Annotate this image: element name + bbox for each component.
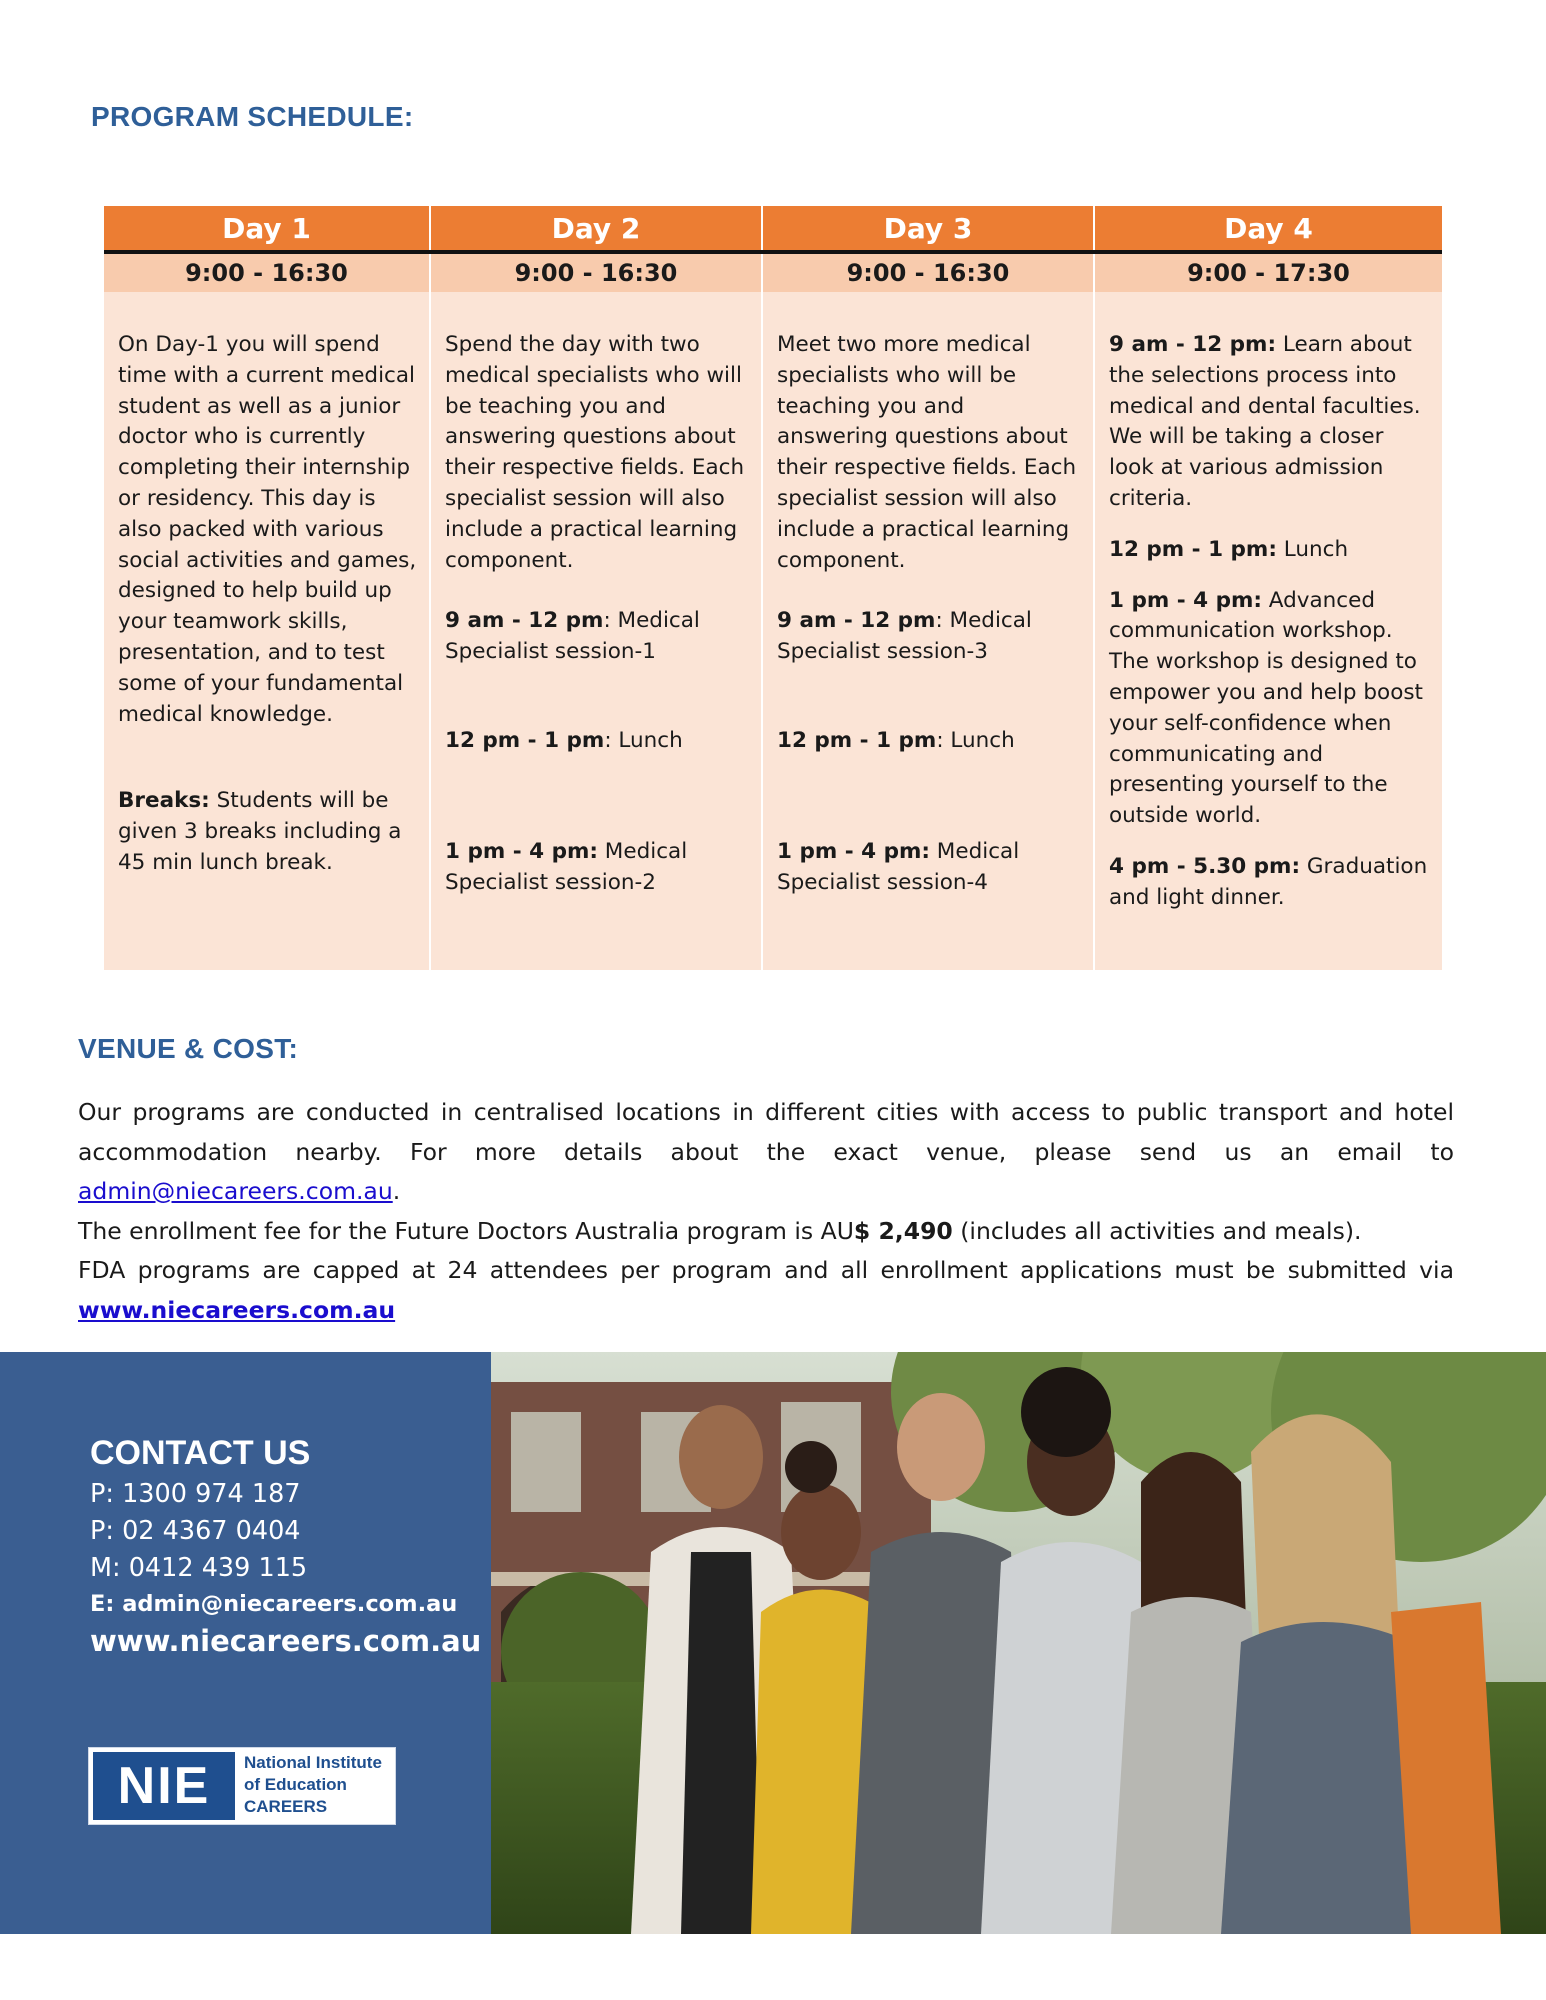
schedule-body-row [104, 292, 1442, 970]
venue-cost-heading: VENUE & COST: [78, 1033, 299, 1064]
schedule-table [104, 206, 1442, 970]
day-3-intro: Meet two more medical specialists who will be teaching you and answering questions about their respective fields. Each specialist session will also include a practical learning component. [777, 332, 1077, 573]
day-2-header: Day 2 [430, 206, 762, 252]
venue-text-part: Our programs are conducted in centralised locations in different cities with access to public transport and hotel accommodation nearby. For more details about the exact venue, please send us an email to [78, 1098, 1454, 1166]
day-3-header: Day 3 [762, 206, 1094, 252]
session-text: : Medical Specialist session-3 [777, 608, 1032, 665]
session-text: Learn about the selections process into medical and dental faculties. We will be taking a closer look at various admission criteria. [1109, 332, 1421, 511]
day-2-intro: Spend the day with two medical specialists who will be teaching you and answering questions about their respective fields. Each specialist session will also include a practical learning component. [445, 332, 745, 573]
venue-text-part: . [392, 1177, 401, 1205]
contact-email: E: admin@niecareers.com.au [90, 1591, 458, 1617]
venue-paragraph-3 [78, 1251, 1454, 1330]
logo-line: CAREERS [244, 1797, 328, 1816]
day-1-breaks [118, 786, 417, 878]
venue-paragraph-1 [78, 1093, 1454, 1212]
day-2-lunch [445, 726, 749, 757]
venue-paragraph-2 [78, 1212, 1454, 1252]
session-time: 1 pm - 4 pm: [445, 838, 598, 864]
phone-1: P: 1300 974 187 [90, 1479, 301, 1509]
venue-text-part: The enrollment fee for the Future Doctors Australia program is AU [78, 1216, 854, 1245]
day-header-row [104, 206, 1442, 252]
day-1-time: 9:00 - 16:30 [104, 252, 430, 292]
enrollment-fee: $ 2,490 [853, 1216, 953, 1245]
logo-line: of Education [244, 1775, 347, 1794]
session-text: Medical Specialist session-2 [445, 838, 688, 895]
contact-panel [0, 1352, 491, 1934]
contact-title: CONTACT US [90, 1434, 311, 1472]
day-1-details [104, 292, 430, 970]
lunch-time: 12 pm - 1 pm [777, 727, 937, 753]
lunch-text: : Lunch [604, 727, 683, 753]
day-1-intro: On Day-1 you will spend time with a current medical student as well as a junior doctor who is currently completing their internship or residency. This day is also packed with various social activities and games, designed to help build up your teamwork skills, presentation, and to test some of your fundamental medical knowledge. [118, 332, 417, 727]
session-time: 9 am - 12 pm: [1109, 332, 1277, 357]
day-3-session-2 [777, 837, 1081, 899]
lunch-time: 12 pm - 1 pm [445, 727, 605, 753]
mobile: M: 0412 439 115 [90, 1553, 308, 1583]
lunch-text: : Lunch [936, 727, 1015, 753]
venue-text-part: FDA programs are capped at 24 attendees per program and all enrollment applications must be submitted via [78, 1256, 1454, 1284]
students-photo-illustration [491, 1352, 1546, 1934]
session-time: 4 pm - 5.30 pm: [1109, 853, 1301, 879]
lunch-text: Lunch [1276, 536, 1349, 562]
session-text: : Medical Specialist session-1 [445, 608, 700, 665]
day-4-header: Day 4 [1094, 206, 1442, 252]
email-link[interactable]: admin@niecareers.com.au [78, 1177, 393, 1205]
session-time: 1 pm - 4 pm: [1109, 587, 1262, 613]
day-1-header: Day 1 [104, 206, 430, 252]
session-time: 1 pm - 4 pm: [777, 838, 930, 864]
session-time: 9 am - 12 pm [777, 608, 936, 634]
day-4-time: 9:00 - 17:30 [1094, 252, 1442, 292]
students-photo [491, 1352, 1546, 1934]
day-3-lunch [777, 726, 1081, 757]
day-2-session-2 [445, 837, 749, 899]
day-4-session-3 [1109, 852, 1430, 914]
day-4-session-1 [1109, 330, 1430, 515]
contact-website: www.niecareers.com.au [90, 1624, 482, 1658]
nie-logo-mark: NIE [93, 1752, 235, 1820]
program-schedule-heading: PROGRAM SCHEDULE: [91, 101, 414, 132]
website-link[interactable]: www.niecareers.com.au [78, 1295, 396, 1324]
day-3-details [762, 292, 1094, 970]
session-text: Advanced communication workshop. The workshop is designed to empower you and help boost your self-confidence when communicating and presenting yourself to the outside world. [1109, 587, 1423, 829]
day-2-session-1 [445, 606, 749, 668]
venue-text [78, 1093, 1454, 1330]
day-4-lunch [1109, 535, 1430, 566]
day-2-details [430, 292, 762, 970]
logo-line: National Institute [244, 1753, 382, 1772]
contact-details [90, 1476, 481, 1661]
nie-logo-text [244, 1752, 382, 1818]
day-3-time: 9:00 - 16:30 [762, 252, 1094, 292]
day-4-session-2 [1109, 586, 1430, 832]
session-text: Medical Specialist session-4 [777, 838, 1020, 895]
phone-2: P: 02 4367 0404 [90, 1516, 301, 1546]
lunch-time: 12 pm - 1 pm: [1109, 536, 1277, 562]
day-2-time: 9:00 - 16:30 [430, 252, 762, 292]
session-time: 9 am - 12 pm [445, 608, 604, 634]
breaks-text: Students will be given 3 breaks including a 45 min lunch break. [118, 788, 402, 875]
day-3-session-1 [777, 606, 1081, 668]
breaks-label: Breaks: [118, 788, 210, 814]
venue-text-part: (includes all activities and meals). [952, 1216, 1362, 1245]
time-header-row [104, 252, 1442, 292]
session-text: Graduation and light dinner. [1109, 853, 1428, 910]
day-4-details [1094, 292, 1442, 970]
nie-careers-logo [88, 1747, 396, 1825]
